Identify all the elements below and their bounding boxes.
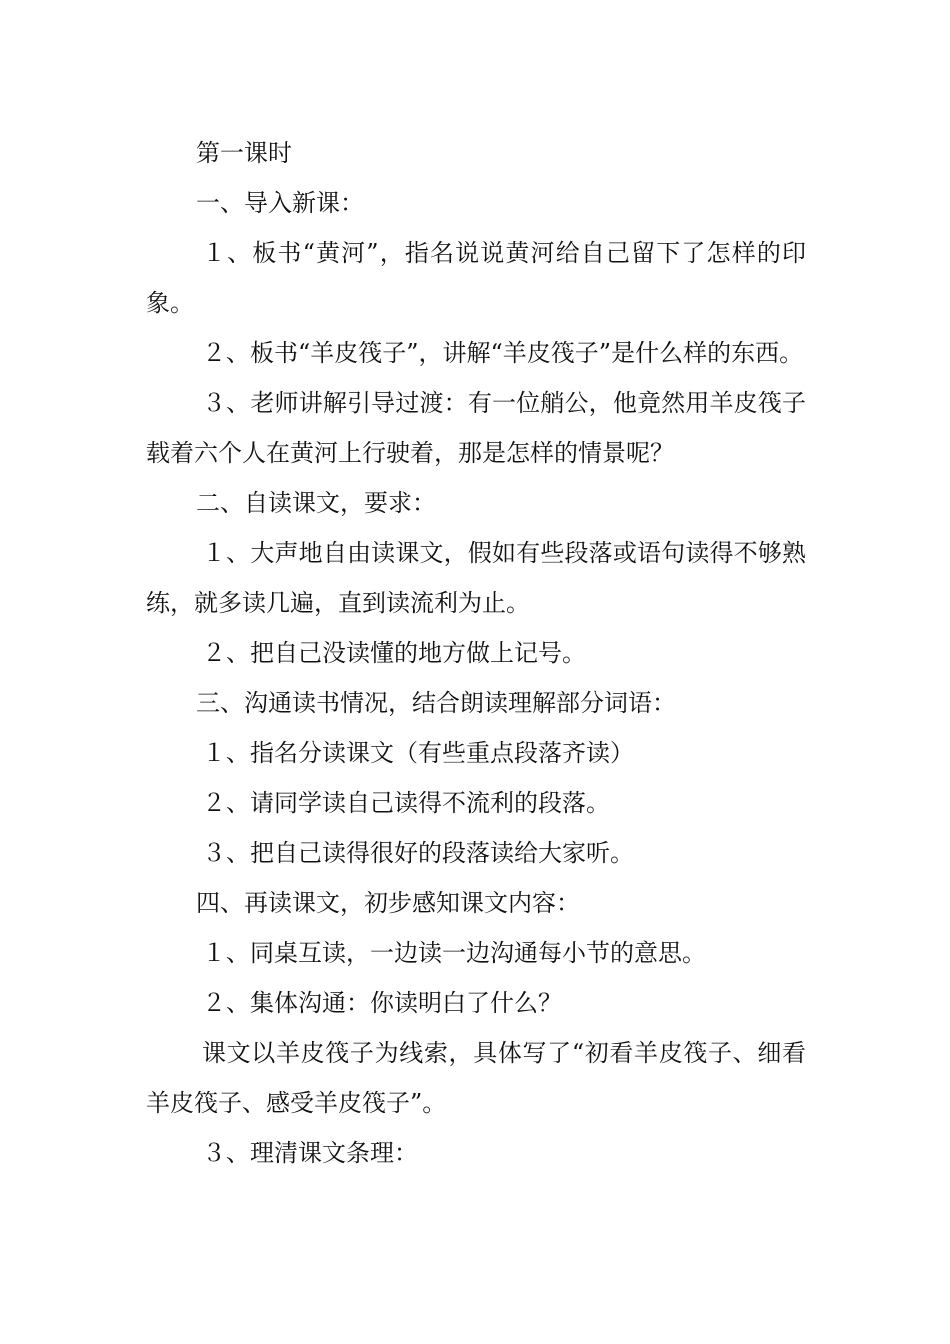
- paragraph-self-read-1: １、大声地自由读课文，假如有些段落或语句读得不够熟练，就多读几遍，直到读流利为止。: [146, 539, 806, 617]
- lesson-period-heading: 第一课时: [196, 139, 292, 167]
- section-heading-communicate: 三、沟通读书情况，结合朗读理解部分词语：: [196, 689, 676, 717]
- paragraph-intro-1: １、板书“黄河”，指名说说黄河给自己留下了怎样的印象。: [146, 239, 806, 317]
- document-body: [146, 128, 806, 1178]
- paragraph-communicate-2: ２、请同学读自己读得不流利的段落。: [202, 789, 610, 817]
- paragraph-self-read-2: ２、把自己没读懂的地方做上记号。: [202, 639, 586, 667]
- section-heading-intro: 一、导入新课：: [196, 189, 364, 217]
- paragraph-reread-2: ２、集体沟通：你读明白了什么？: [202, 989, 562, 1017]
- section-heading-self-read: 二、自读课文，要求：: [196, 489, 436, 517]
- paragraph-reread-3: ３、理清课文条理：: [202, 1139, 418, 1167]
- paragraph-communicate-1: １、指名分读课文（有些重点段落齐读）: [202, 739, 634, 767]
- paragraph-reread-1: １、同桌互读，一边读一边沟通每小节的意思。: [202, 939, 706, 967]
- section-heading-reread: 四、再读课文，初步感知课文内容：: [196, 889, 580, 917]
- paragraph-reread-summary: 课文以羊皮筏子为线索，具体写了“初看羊皮筏子、细看羊皮筏子、感受羊皮筏子”。: [146, 1039, 806, 1117]
- paragraph-intro-3: ３、老师讲解引导过渡：有一位艄公，他竟然用羊皮筏子载着六个人在黄河上行驶着，那是怎样的情景呢？: [146, 389, 806, 467]
- paragraph-communicate-3: ３、把自己读得很好的段落读给大家听。: [202, 839, 634, 867]
- paragraph-intro-2: ２、板书“羊皮筏子”，讲解“羊皮筏子”是什么样的东西。: [202, 339, 804, 367]
